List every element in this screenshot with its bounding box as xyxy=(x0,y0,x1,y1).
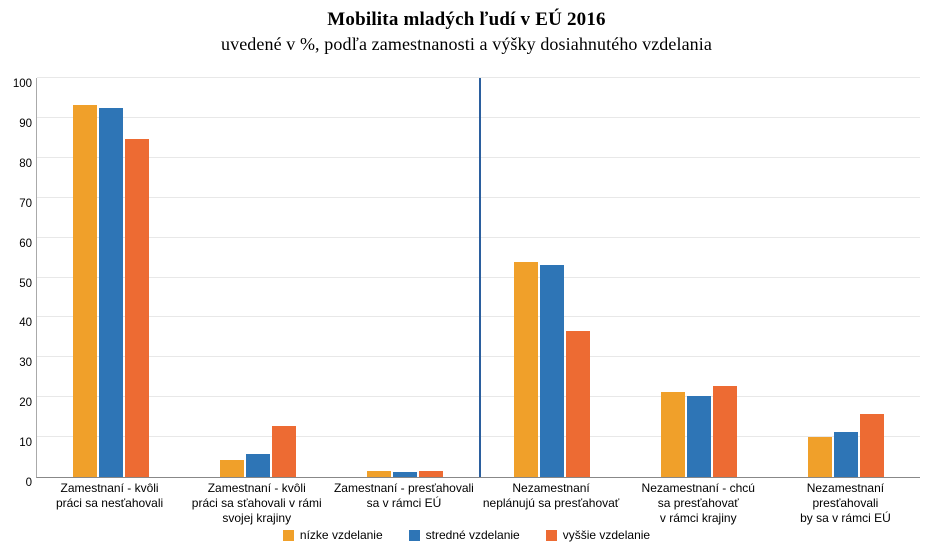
bar xyxy=(808,437,832,477)
bar xyxy=(99,108,123,477)
x-axis-label: Nezamestnaní neplánujú sa presťahovať xyxy=(482,481,620,510)
x-axis-label: Zamestnaní - kvôli práci sa sťahovali v rámi svojej krajiny xyxy=(191,481,322,525)
bar xyxy=(246,454,270,477)
section-divider xyxy=(479,78,481,477)
chart-title-block xyxy=(0,8,933,56)
bar-group xyxy=(626,78,773,477)
bar xyxy=(713,386,737,477)
legend-label: stredné vzdelanie xyxy=(425,528,520,542)
bar-group-bars xyxy=(479,78,626,477)
bar xyxy=(860,414,884,477)
bar xyxy=(73,105,97,477)
chart-title: Mobilita mladých ľudí v EÚ 2016 xyxy=(327,9,606,30)
bar xyxy=(566,331,590,477)
bar xyxy=(393,472,417,477)
bar-group-bars xyxy=(37,78,184,477)
plot-area: 0 10 20 30 40 50 60 70 80 90 100 xyxy=(36,78,920,478)
bar xyxy=(367,471,391,477)
x-axis-label: Nezamestnaní - chcú sa presťahovať v rámci krajiny xyxy=(641,481,755,525)
bar-group xyxy=(331,78,478,477)
legend-label: vyššie vzdelanie xyxy=(562,528,651,542)
bar-group-bars xyxy=(626,78,773,477)
bar-group xyxy=(37,78,184,477)
bar-group-bars xyxy=(773,78,920,477)
bar xyxy=(687,396,711,477)
bar xyxy=(661,392,685,477)
bar xyxy=(272,426,296,477)
bar-group xyxy=(184,78,331,477)
chart-legend xyxy=(0,528,933,542)
x-axis-label: Zamestnaní - presťahovali sa v rámci EÚ xyxy=(333,481,474,510)
bar xyxy=(419,471,443,477)
legend-item xyxy=(546,528,650,542)
bar xyxy=(514,262,538,477)
legend-swatch-icon xyxy=(546,530,557,541)
bar xyxy=(220,460,244,477)
x-axis-label: Nezamestnaní presťahovali by sa v rámci EÚ xyxy=(800,481,891,525)
bar-group xyxy=(773,78,920,477)
legend-swatch-icon xyxy=(409,530,420,541)
bar xyxy=(540,265,564,477)
bar-group-bars xyxy=(331,78,478,477)
bar-group-bars xyxy=(184,78,331,477)
bar xyxy=(125,139,149,477)
bar xyxy=(834,432,858,477)
legend-label: nízke vzdelanie xyxy=(299,528,383,542)
chart-subtitle: uvedené v %, podľa zamestnanosti a výšky dosiahnutého vzdelania xyxy=(221,34,712,54)
x-axis-label: Zamestnaní - kvôli práci sa nesťahovali xyxy=(55,481,164,510)
bar-group xyxy=(479,78,626,477)
legend-item xyxy=(283,528,383,542)
legend-item xyxy=(409,528,520,542)
legend-swatch-icon xyxy=(283,530,294,541)
